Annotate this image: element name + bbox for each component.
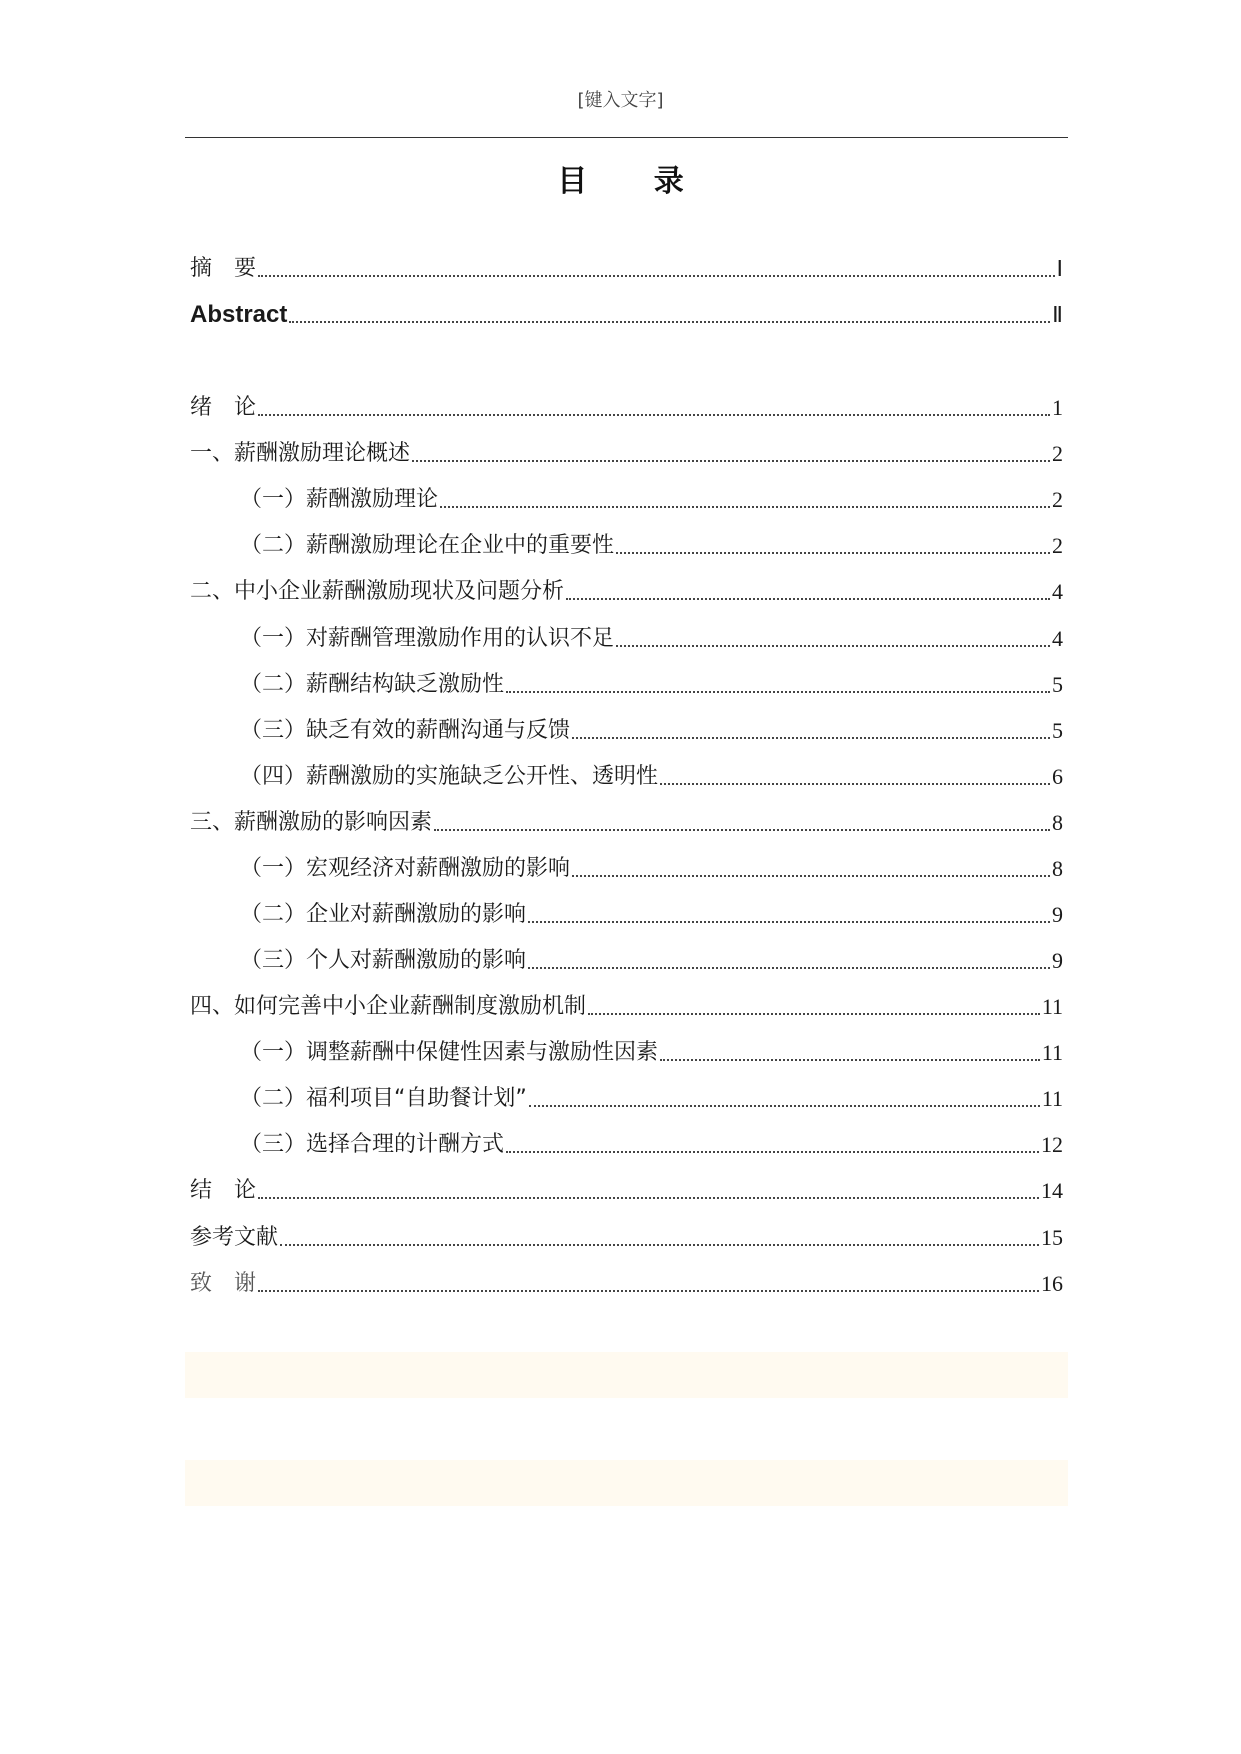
toc-dot-leader (572, 875, 1050, 877)
toc-page-number: 11 (1041, 1086, 1063, 1111)
toc-entry-references[interactable] (190, 1219, 1063, 1253)
toc-page-number: 16 (1041, 1271, 1063, 1296)
toc-dot-leader (528, 921, 1050, 923)
toc-entry-label: 一、薪酬激励理论概述 (190, 441, 411, 466)
toc-entry-section-2-2[interactable] (240, 666, 1063, 700)
toc-dot-leader (528, 967, 1050, 969)
toc-page-number: 8 (1052, 856, 1063, 881)
toc-entry-abstract-en[interactable] (190, 296, 1063, 330)
toc-dot-leader (529, 1105, 1040, 1107)
toc-entry-label: 致 谢 (190, 1271, 257, 1296)
toc-entry-label: （二）薪酬结构缺乏激励性 (240, 672, 505, 697)
toc-dot-leader (616, 552, 1050, 554)
toc-entry-conclusion[interactable] (190, 1172, 1063, 1206)
toc-page-number: 12 (1041, 1132, 1063, 1157)
toc-entry-chapter-4[interactable] (190, 988, 1063, 1022)
toc-dot-leader (566, 598, 1050, 600)
toc-entry-abstract-cn[interactable] (190, 250, 1063, 284)
toc-entry-label: Abstract (190, 301, 288, 328)
toc-entry-label: （三）个人对薪酬激励的影响 (240, 948, 527, 973)
toc-page-number: Ⅱ (1052, 302, 1063, 327)
toc-entry-chapter-3[interactable] (190, 804, 1063, 838)
toc-dot-leader (660, 783, 1050, 785)
toc-entry-section-1-2[interactable] (240, 527, 1063, 561)
toc-entry-section-2-1[interactable] (240, 620, 1063, 654)
toc-dot-leader (434, 829, 1050, 831)
toc-dot-leader (440, 506, 1050, 508)
toc-dot-leader (412, 460, 1050, 462)
page-header: [键入文字] (577, 90, 664, 111)
toc-page-number: 14 (1041, 1178, 1063, 1203)
toc-dot-leader (660, 1059, 1040, 1061)
toc-entry-label: （四）薪酬激励的实施缺乏公开性、透明性 (240, 764, 659, 789)
toc-entry-section-1-1[interactable] (240, 481, 1063, 515)
toc-entry-section-2-4[interactable] (240, 758, 1063, 792)
blank-highlight-band (185, 1460, 1068, 1506)
toc-entry-section-4-3[interactable] (240, 1126, 1063, 1160)
toc-entry-label: （一）薪酬激励理论 (240, 487, 439, 512)
toc-page-number: 4 (1052, 579, 1063, 604)
toc-entry-label: （二）企业对薪酬激励的影响 (240, 902, 527, 927)
toc-entry-section-3-2[interactable] (240, 896, 1063, 930)
toc-dot-leader (572, 737, 1050, 739)
toc-page-number: 5 (1052, 672, 1063, 697)
toc-entry-label: （一）宏观经济对薪酬激励的影响 (240, 856, 571, 881)
toc-entry-label: （三）缺乏有效的薪酬沟通与反馈 (240, 718, 571, 743)
toc-page-number: 11 (1041, 994, 1063, 1019)
toc-page-number: 2 (1052, 441, 1063, 466)
toc-dot-leader (588, 1013, 1040, 1015)
toc-page-number: 2 (1052, 533, 1063, 558)
toc-entry-label: 三、薪酬激励的影响因素 (190, 810, 433, 835)
toc-page-number: 1 (1052, 395, 1063, 420)
toc-page-number: 5 (1052, 718, 1063, 743)
toc-entry-label: （一）调整薪酬中保健性因素与激励性因素 (240, 1040, 659, 1065)
toc-entry-label: （一）对薪酬管理激励作用的认识不足 (240, 626, 615, 651)
toc-entry-introduction[interactable] (190, 389, 1063, 423)
toc-page-number: 4 (1052, 626, 1063, 651)
toc-dot-leader (506, 691, 1050, 693)
toc-title: 目 录 (557, 164, 712, 199)
toc-entry-chapter-1[interactable] (190, 435, 1063, 469)
toc-entry-chapter-2[interactable] (190, 573, 1063, 607)
toc-entry-label: 四、如何完善中小企业薪酬制度激励机制 (190, 994, 587, 1019)
toc-page-number: Ⅰ (1056, 256, 1063, 281)
toc-entry-label: 摘 要 (190, 256, 257, 281)
toc-entry-section-3-3[interactable] (240, 942, 1063, 976)
toc-dot-leader (258, 414, 1050, 416)
toc-entry-label: （二）福利项目“自助餐计划” (240, 1086, 527, 1111)
toc-dot-leader (616, 645, 1050, 647)
toc-entry-label: （二）薪酬激励理论在企业中的重要性 (240, 533, 615, 558)
toc-entry-label: （三）选择合理的计酬方式 (240, 1132, 505, 1157)
toc-dot-leader (506, 1151, 1039, 1153)
toc-page-number: 11 (1041, 1040, 1063, 1065)
toc-page-number: 8 (1052, 810, 1063, 835)
toc-entry-label: 参考文献 (190, 1225, 279, 1250)
toc-page-number: 9 (1052, 902, 1063, 927)
toc-page-number: 2 (1052, 487, 1063, 512)
toc-entry-acknowledgements[interactable] (190, 1265, 1063, 1299)
toc-entry-section-4-1[interactable] (240, 1034, 1063, 1068)
toc-entry-label: 结 论 (190, 1178, 257, 1203)
toc-entry-section-3-1[interactable] (240, 850, 1063, 884)
toc-page-number: 9 (1052, 948, 1063, 973)
toc-dot-leader (280, 1244, 1039, 1246)
header-divider (185, 137, 1068, 138)
toc-dot-leader (258, 1290, 1039, 1292)
toc-dot-leader (258, 275, 1054, 277)
toc-dot-leader (289, 321, 1050, 323)
toc-page-number: 15 (1041, 1225, 1063, 1250)
toc-entry-section-4-2[interactable] (240, 1080, 1063, 1114)
toc-page-number: 6 (1052, 764, 1063, 789)
toc-entry-label: 二、中小企业薪酬激励现状及问题分析 (190, 579, 565, 604)
blank-highlight-band (185, 1352, 1068, 1398)
toc-entry-label: 绪 论 (190, 395, 257, 420)
toc-dot-leader (258, 1197, 1039, 1199)
toc-entry-section-2-3[interactable] (240, 712, 1063, 746)
